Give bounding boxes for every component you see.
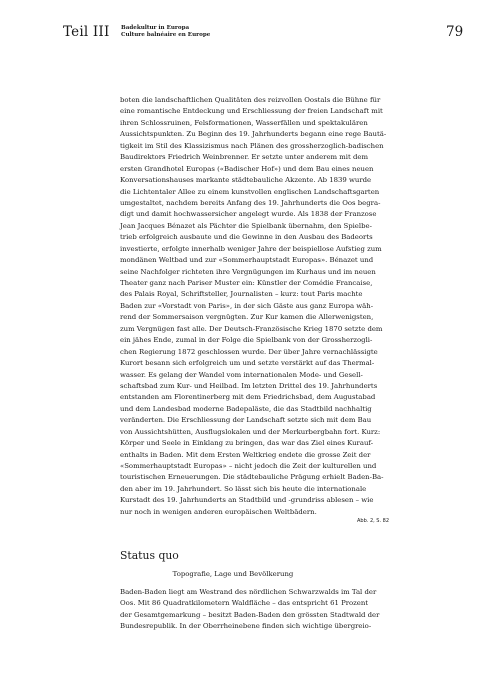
text-line: Baden-Baden liegt am Westrand des nördlichen Schwarzwalds im Tal der: [120, 588, 377, 596]
text-line: Kurort besann sich erfolgreich um und setzte verstärkt auf das Thermal-: [120, 359, 375, 368]
text-line: boten die landschaftlichen Qualitäten des reizvollen Oostals die Bühne für: [120, 96, 381, 104]
text-line: enthalts in Baden. Mit dem Ersten Weltkrieg endete die grosse Zeit der: [120, 450, 371, 459]
text-line: investierte, erfolgte innerhalb weniger Jahre der beispiellose Aufstieg zum: [120, 244, 382, 253]
text-line: umgestaltet, nachdem bereits Anfang des 19. Jahrhunderts die Oos begra-: [120, 198, 381, 207]
text-line: des Palais Royal, Schriftsteller, Journalisten – kurz: tout Paris machte: [120, 290, 363, 299]
text-line: Konversationshauses markante städtebauliche Akzente. Ab 1839 wurde: [120, 176, 372, 185]
text-line: von Aussichtshütten, Ausflugslokalen und der Merkurbergbahn fort. Kurz:: [120, 427, 381, 436]
text-line: veränderten. Die Erschliessung der Landschaft setzte sich mit dem Bau: [120, 416, 372, 425]
body-paragraph-1: [120, 95, 387, 518]
text-line: ihren Schlossruinen, Felsformationen, Wasserfällen und spektakulären: [120, 118, 368, 127]
text-line: Theater ganz nach Pariser Muster ein: Künstler der Comédie Francaise,: [120, 279, 373, 287]
text-line: eine romantische Entdeckung und Erschliessung der freien Landschaft mit: [120, 107, 383, 116]
text-line: rend der Sommersaison vergnügten. Zur Kur kamen die Allerwenigsten,: [120, 313, 374, 322]
page-number: 79: [446, 24, 464, 40]
text-line: mondänen Weltbad und zur «Sommerhauptstadt Europas». Bénazet und: [120, 256, 374, 265]
text-line: ersten Grandhotel Europas («Badischer Hof») und dem Bau eines neuen: [120, 164, 374, 173]
text-line: chen Regierung 1872 geschlossen wurde. Der über Jahre vernachlässigte: [120, 347, 378, 356]
running-header-line-2: Culture balnéaire en Europe: [121, 32, 211, 38]
text-line: den aber im 19. Jahrhundert. So lässt sich bis heute die internationale: [120, 484, 367, 493]
text-line: Bundesrepublik. In der Oberrheinebene finden sich wichtige übergreio-: [120, 622, 372, 631]
text-line: ein jähes Ende, zumal in der Folge die Spielbank von der Grossherzogli-: [120, 336, 373, 345]
text-line: nur noch in wenigen anderen europäischen Weltbädern.: [120, 507, 317, 516]
text-line: der Gesamtgemarkung – besitzt Baden-Baden den grössten Stadtwald der: [120, 610, 380, 619]
body-paragraph-2: [120, 587, 380, 633]
text-line: entstanden am Florentinerberg mit dem Friedrichsbad, dem Augustabad: [120, 393, 376, 402]
section-title: Status quo: [120, 549, 179, 562]
text-line: touristischen Erneuerungen. Die städtebauliche Prägung erhielt Baden-Ba-: [120, 473, 384, 482]
text-line: Aussichtspunkten. Zu Beginn des 19. Jahrhunderts begann eine rege Bautä-: [120, 130, 387, 139]
text-line: schaftsbad zum Kur- und Heilbad. Im letzten Drittel des 19. Jahrhunderts: [120, 381, 378, 390]
text-line: seine Nachfolger richteten ihre Vergnügungen im Kurhaus und im neuen: [120, 267, 376, 276]
running-header-line-1: Badekultur in Europa: [121, 25, 190, 31]
text-line: Oos. Mit 86 Quadratkilometern Waldfläche – das entspricht 61 Prozent: [120, 599, 369, 608]
text-line: Jean Jacques Bénazet als Pächter die Spielbank übernahm, den Spielbe-: [120, 221, 372, 230]
text-line: Kurstadt des 19. Jahrhunderts an Stadtbild und -grundriss ablesen – wie: [120, 496, 374, 505]
text-line: digt und damit hochwassersicher angelegt wurde. Als 1838 der Franzose: [120, 210, 377, 219]
text-line: die Lichtentaler Allee zu einem kunstvollen englischen Landschaftsgarten: [120, 187, 380, 196]
text-line: Körper und Seele in Einklang zu bringen, das war das Ziel eines Kurauf-: [120, 439, 374, 448]
text-line: trieb erfolgreich ausbaute und die Gewinne in den Ausbau des Badeorts: [120, 233, 373, 242]
text-line: «Sommerhauptstadt Europas» – nicht jedoch die Zeit der kulturellen und: [120, 462, 377, 470]
running-header-subtitle: [121, 25, 210, 39]
text-line: tigkeit im Stil des Klassizismus nach Plänen des grossherzoglich-badischen: [120, 141, 384, 150]
text-line: wasser. Es gelang der Wandel vom internationalen Mode- und Gesell-: [120, 370, 363, 379]
section-subtitle: Topografie, Lage und Bevölkerung: [172, 570, 294, 578]
text-line: Baden zur «Vorstadt von Paris», in der sich Gäste aus ganz Europa wäh-: [120, 301, 374, 310]
figure-reference-note: Abb. 2, S. 82: [357, 518, 390, 524]
part-label: Teil III: [63, 24, 110, 40]
text-line: und dem Landesbad moderne Badepaläste, die das Stadtbild nachhaltig: [120, 404, 372, 413]
text-line: Baudirektors Friedrich Weinbrenner. Er setzte unter anderem mit dem: [120, 153, 368, 162]
text-line: zum Vergnügen fast alle. Der Deutsch-Französische Krieg 1870 setzte dem: [120, 324, 383, 333]
